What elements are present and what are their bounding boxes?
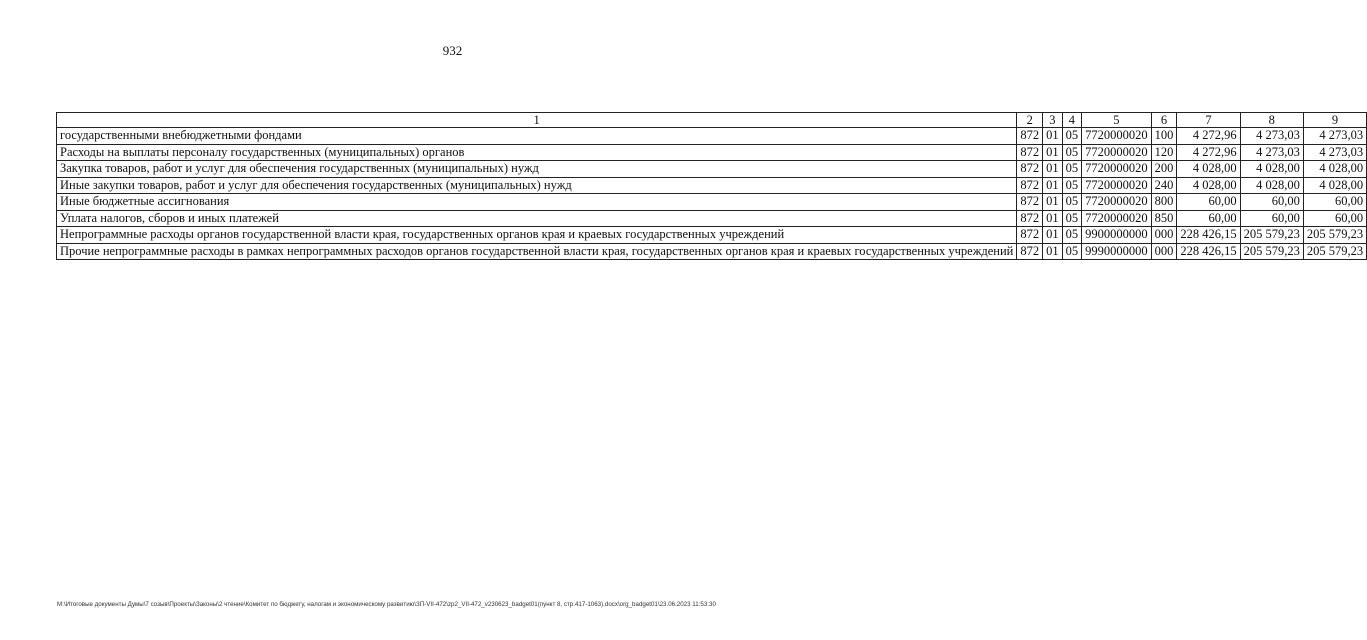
row-name: Закупка товаров, работ и услуг для обеспечения государственных (муниципальных) нужд	[57, 161, 1017, 178]
col-header: 6	[1151, 113, 1177, 128]
section-code: 01	[1043, 128, 1063, 145]
amount-year-1: 4 028,00	[1177, 161, 1240, 178]
subsection-code: 05	[1062, 243, 1082, 260]
target-article-code: 7720000020	[1082, 161, 1152, 178]
section-code: 01	[1043, 243, 1063, 260]
amount-year-2: 60,00	[1240, 194, 1303, 211]
amount-year-3: 4 028,00	[1303, 177, 1366, 194]
col-header: 1	[57, 113, 1017, 128]
table-row	[57, 128, 1367, 145]
row-name: Иные закупки товаров, работ и услуг для обеспечения государственных (муниципальных) нужд	[57, 177, 1017, 194]
budget-table	[56, 112, 1367, 260]
amount-year-2: 4 028,00	[1240, 177, 1303, 194]
amount-year-3: 205 579,23	[1303, 243, 1366, 260]
col-header: 2	[1017, 113, 1043, 128]
section-code: 01	[1043, 227, 1063, 244]
ved-code: 872	[1017, 227, 1043, 244]
expense-type-code: 100	[1151, 128, 1177, 145]
expense-type-code: 200	[1151, 161, 1177, 178]
subsection-code: 05	[1062, 177, 1082, 194]
table-row	[57, 161, 1367, 178]
section-code: 01	[1043, 144, 1063, 161]
amount-year-3: 60,00	[1303, 194, 1366, 211]
amount-year-2: 205 579,23	[1240, 243, 1303, 260]
row-name: Иные бюджетные ассигнования	[57, 194, 1017, 211]
ved-code: 872	[1017, 210, 1043, 227]
row-name: Непрограммные расходы органов государственной власти края, государственных органов края и краевых государственных учреждений	[57, 227, 1017, 244]
expense-type-code: 800	[1151, 194, 1177, 211]
target-article-code: 7720000020	[1082, 128, 1152, 145]
amount-year-1: 60,00	[1177, 210, 1240, 227]
amount-year-2: 4 273,03	[1240, 144, 1303, 161]
target-article-code: 7720000020	[1082, 194, 1152, 211]
expense-type-code: 120	[1151, 144, 1177, 161]
amount-year-3: 4 028,00	[1303, 161, 1366, 178]
expense-type-code: 000	[1151, 243, 1177, 260]
amount-year-1: 4 272,96	[1177, 128, 1240, 145]
expense-type-code: 240	[1151, 177, 1177, 194]
amount-year-2: 4 028,00	[1240, 161, 1303, 178]
expense-type-code: 850	[1151, 210, 1177, 227]
amount-year-2: 4 273,03	[1240, 128, 1303, 145]
col-header: 4	[1062, 113, 1082, 128]
ved-code: 872	[1017, 161, 1043, 178]
subsection-code: 05	[1062, 227, 1082, 244]
ved-code: 872	[1017, 144, 1043, 161]
subsection-code: 05	[1062, 128, 1082, 145]
col-header: 5	[1082, 113, 1152, 128]
amount-year-3: 60,00	[1303, 210, 1366, 227]
table-row	[57, 194, 1367, 211]
table-row	[57, 177, 1367, 194]
amount-year-2: 205 579,23	[1240, 227, 1303, 244]
table-row	[57, 210, 1367, 227]
subsection-code: 05	[1062, 194, 1082, 211]
section-code: 01	[1043, 177, 1063, 194]
amount-year-1: 4 028,00	[1177, 177, 1240, 194]
col-header: 8	[1240, 113, 1303, 128]
target-article-code: 7720000020	[1082, 144, 1152, 161]
amount-year-1: 60,00	[1177, 194, 1240, 211]
expense-type-code: 000	[1151, 227, 1177, 244]
section-code: 01	[1043, 161, 1063, 178]
ved-code: 872	[1017, 243, 1043, 260]
row-name: государственными внебюджетными фондами	[57, 128, 1017, 145]
col-header: 3	[1043, 113, 1063, 128]
subsection-code: 05	[1062, 161, 1082, 178]
col-header: 7	[1177, 113, 1240, 128]
table-row	[57, 144, 1367, 161]
amount-year-2: 60,00	[1240, 210, 1303, 227]
amount-year-1: 228 426,15	[1177, 227, 1240, 244]
target-article-code: 9900000000	[1082, 227, 1152, 244]
amount-year-3: 4 273,03	[1303, 128, 1366, 145]
target-article-code: 7720000020	[1082, 210, 1152, 227]
section-code: 01	[1043, 194, 1063, 211]
col-header: 9	[1303, 113, 1366, 128]
subsection-code: 05	[1062, 144, 1082, 161]
header-row	[57, 113, 1367, 128]
target-article-code: 7720000020	[1082, 177, 1152, 194]
subsection-code: 05	[1062, 210, 1082, 227]
table-row	[57, 227, 1367, 244]
row-name: Прочие непрограммные расходы в рамках непрограммных расходов органов государственной власти края, государственных органов края и краевых государственных учреждений	[57, 243, 1017, 260]
row-name: Уплата налогов, сборов и иных платежей	[57, 210, 1017, 227]
table-row	[57, 243, 1367, 260]
ved-code: 872	[1017, 194, 1043, 211]
row-name: Расходы на выплаты персоналу государственных (муниципальных) органов	[57, 144, 1017, 161]
section-code: 01	[1043, 210, 1063, 227]
amount-year-3: 205 579,23	[1303, 227, 1366, 244]
document-path-footer: M:\Итоговые документы Думы\7 созыв\Проекты\Законы\2 чтение\Комитет по бюджету, налогам и экономическому развитию\ЗП-VII-472\zp2_VII-472_v230623_badget01(пункт 8, стр.417-1063).docx\org_badget01\23.06.2023 11:53:30	[57, 601, 716, 608]
page-number: 932	[442, 43, 463, 58]
amount-year-1: 4 272,96	[1177, 144, 1240, 161]
target-article-code: 9990000000	[1082, 243, 1152, 260]
ved-code: 872	[1017, 177, 1043, 194]
amount-year-1: 228 426,15	[1177, 243, 1240, 260]
amount-year-3: 4 273,03	[1303, 144, 1366, 161]
ved-code: 872	[1017, 128, 1043, 145]
